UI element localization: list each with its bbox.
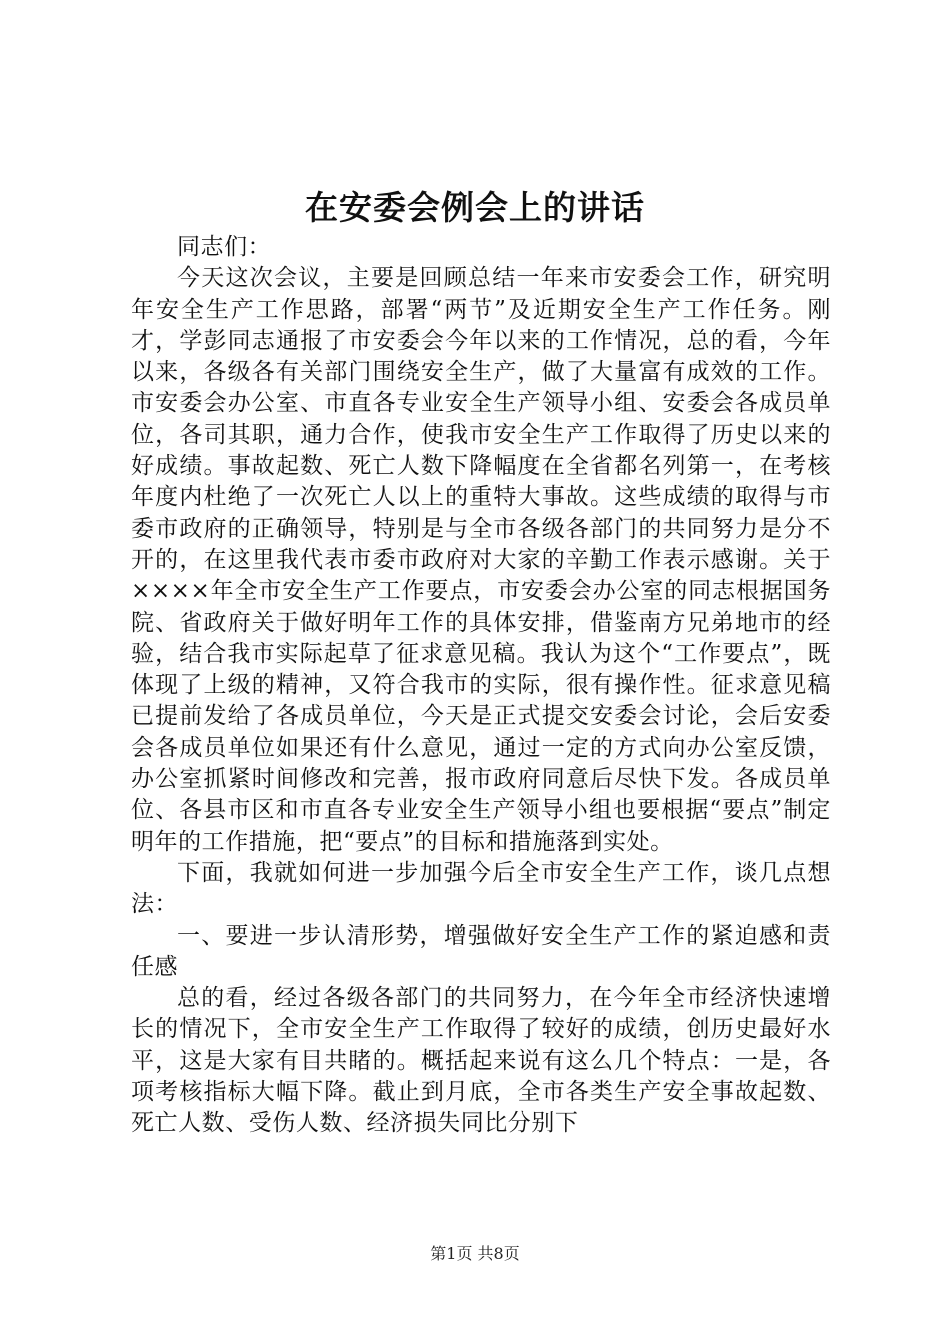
body-paragraph: 总的看，经过各级各部门的共同努力，在今年全市经济快速增长的情况下，全市安全生产工作取得了较好的成绩，创历史最好水平，这是大家有目共睹的。概括起来说有这么几个特点：一是，各项考核指标大幅下降。截止到月底，全市各类生产安全事故起数、死亡人数、受伤人数、经济损失同比分别下 — [131, 985, 831, 1137]
section-heading: 一、要进一步认清形势，增强做好安全生产工作的紧迫感和责任感 — [131, 922, 831, 980]
document-body — [131, 232, 831, 1140]
document-title: 在安委会例会上的讲话 — [305, 188, 645, 227]
page-footer: 第1页 共8页 — [430, 1244, 520, 1263]
body-paragraph: 下面，我就如何进一步加强今后全市安全生产工作，谈几点想法： — [131, 859, 831, 918]
salutation-paragraph: 同志们： — [177, 234, 272, 260]
body-paragraph: 今天这次会议，主要是回顾总结一年来市安委会工作，研究明年安全生产工作思路，部署“两节”及近期安全生产工作任务。刚才，学彭同志通报了市安委会今年以来的工作情况，总的看，今年以来，各级各有关部门围绕安全生产，做了大量富有成效的工作。市安委会办公室、市直各专业安全生产领导小组、安委会各成员单位，各司其职，通力合作，使我市安全生产工作取得了历史以来的好成绩。事故起数、死亡人数下降幅度在全省都名列第一，在考核年度内杜绝了一次死亡人以上的重特大事故。这些成绩的取得与市委市政府的正确领导，特别是与全市各级各部门的共同努力是分不开的，在这里我代表市委市政府对大家的辛勤工作表示感谢。关于××××年全市安全生产工作要点，市安委会办公室的同志根据国务院、省政府关于做好明年工作的具体安排，借鉴南方兄弟地市的经验，结合我市实际起草了征求意见稿。我认为这个“工作要点”，既体现了上级的精神，又符合我市的实际，很有操作性。征求意见稿已提前发给了各成员单位，今天是正式提交安委会讨论，会后安委会各成员单位如果还有什么意见，通过一定的方式向办公室反馈，办公室抓紧时间修改和完善，报市政府同意后尽快下发。各成员单位、各县市区和市直各专业安全生产领导小组也要根据“要点”制定明年的工作措施，把“要点”的目标和措施落到实处。 — [131, 265, 831, 855]
